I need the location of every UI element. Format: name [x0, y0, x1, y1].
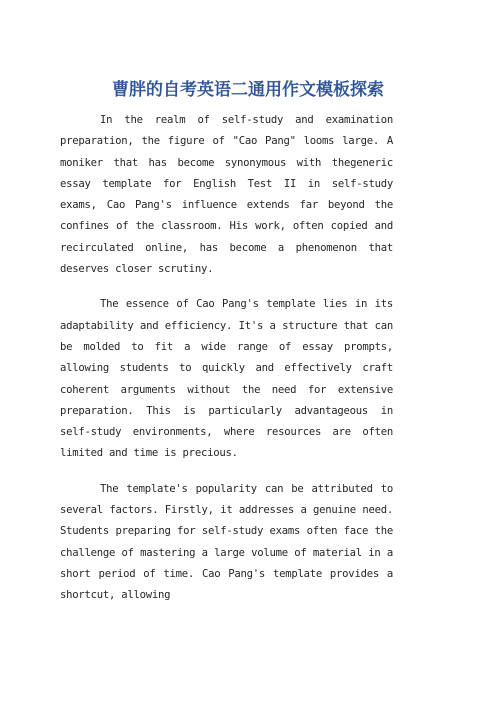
paragraph-1: In the realm of self-study and examination preparation, the figure of "Cao Pang" looms large. A moniker that has become synonymous with thegeneric essay template for English Test II in self-study exams, Cao Pang's influence extends far beyond the confines of the classroom. His work, often copied and recirculated online, has become a phenomenon that deserves closer scrutiny. [60, 114, 393, 276]
document-body [60, 110, 393, 621]
paragraph-3: The template's popularity can be attributed to several factors. Firstly, it addresses a genuine need. Students preparing for self-study exams often face the challenge of mastering a large volume of material in a short period of time. Cao Pang's template provides a shortcut, allowing [60, 482, 393, 602]
paragraph-2: The essence of Cao Pang's template lies in its adaptability and efficiency. It's a structure that can be molded to fit a wide range of essay prompts, allowing students to quickly and effectively craft coherent arguments without the need for extensive preparation. This is particularly advantageous in self-study environments, where resources are often limited and time is precious. [60, 298, 393, 460]
document-title: 曹胖的自考英语二通用作文模板探索 [112, 80, 384, 100]
